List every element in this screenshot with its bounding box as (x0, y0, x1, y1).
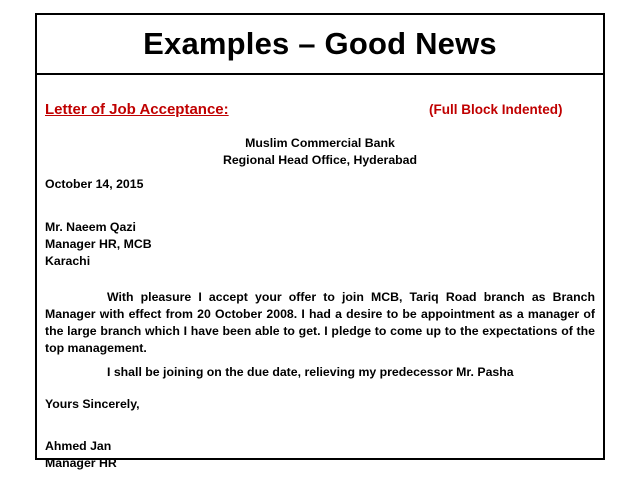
recipient-block (45, 219, 152, 270)
bank-address-block (45, 135, 595, 169)
heading-row (45, 101, 595, 121)
bank-office: Regional Head Office, Hyderabad (222, 153, 418, 167)
closing-salutation: Yours Sincerely, (45, 397, 140, 411)
body-paragraph-2: I shall be joining on the due date, relieving my predecessor Mr. Pasha (107, 365, 514, 379)
letter-format-label: (Full Block Indented) (429, 102, 563, 117)
signer-title: Manager HR (45, 456, 117, 470)
title-bar (37, 15, 603, 75)
signature-block (45, 438, 117, 472)
slide-frame (35, 13, 605, 470)
recipient-title: Manager HR, MCB (45, 237, 152, 251)
body-paragraph-1: With pleasure I accept your offer to join MCB, Tariq Road branch as Branch Manager with effect from 20 October 2008. I had a desire to be appointment as a manager of the large branch which I have been able to get. I pledge to come up to the expectations of the top management. (45, 290, 595, 355)
letter-date: October 14, 2015 (45, 177, 144, 191)
recipient-city: Karachi (45, 254, 91, 268)
letter-type-heading: Letter of Job Acceptance: (45, 101, 229, 118)
slide-title: Examples – Good News (143, 26, 497, 61)
recipient-name: Mr. Naeem Qazi (45, 220, 136, 234)
bank-name: Muslim Commercial Bank (245, 136, 395, 150)
letter-content (45, 75, 595, 470)
signer-name: Ahmed Jan (45, 439, 112, 453)
